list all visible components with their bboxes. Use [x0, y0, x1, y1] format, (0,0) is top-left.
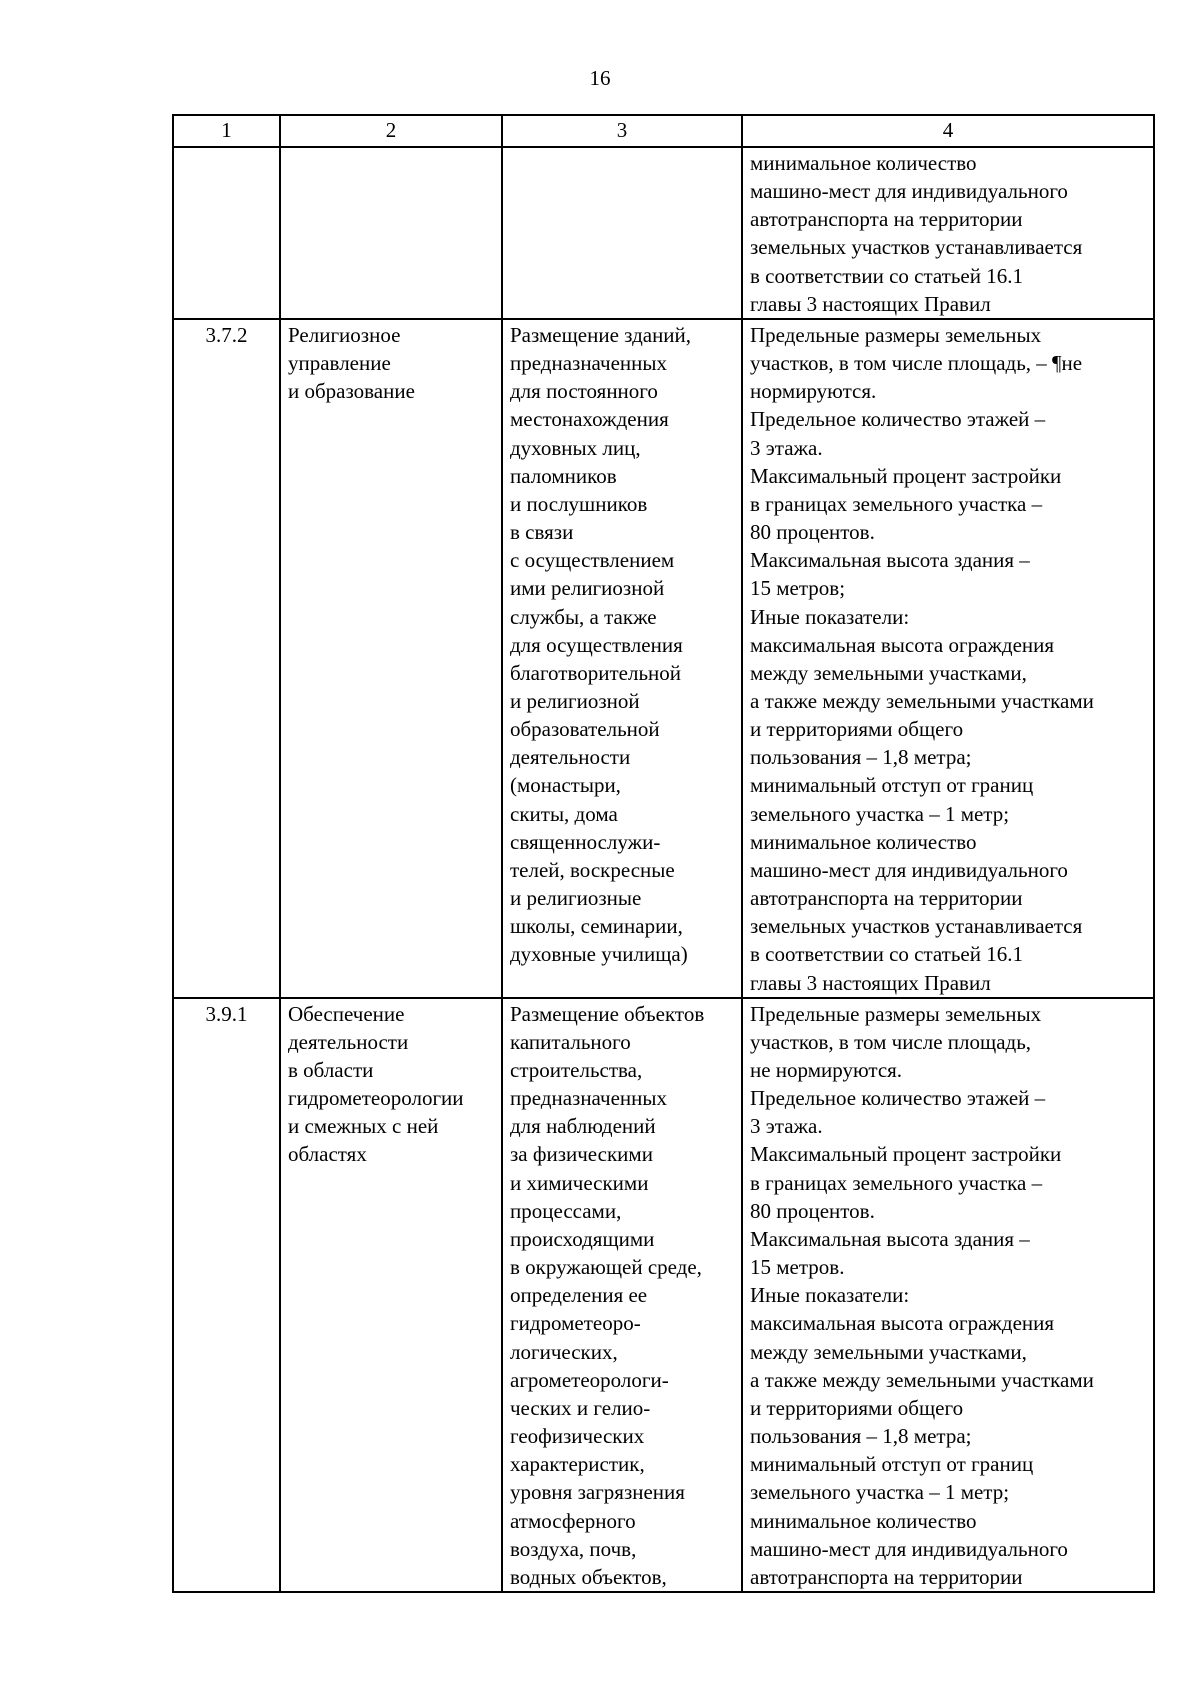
cell-text-line: Обеспечение: [288, 1001, 405, 1026]
cell-parameters: [742, 147, 1154, 319]
cell-text-line: священнослужи-: [510, 829, 661, 854]
cell-use-name: [280, 319, 502, 998]
cell-text-line: максимальная высота ограждения: [750, 1311, 1055, 1336]
cell-text-line: ческих и гелио-: [510, 1395, 651, 1420]
cell-text-line: автотранспорта на территории: [750, 886, 1023, 911]
cell-text-line: 15 метров.: [750, 1255, 845, 1280]
cell-text-line: Максимальный процент застройки: [750, 1142, 1062, 1167]
cell-text-line: земельного участка – 1 метр;: [750, 801, 1010, 826]
cell-text-line: а также между земельными участками: [750, 1367, 1094, 1392]
cell-text-line: и территориями общего: [750, 717, 964, 742]
cell-text-line: главы 3 настоящих Правил: [750, 291, 991, 316]
cell-use-name: [280, 998, 502, 1592]
cell-text-line: телей, воскресные: [510, 857, 675, 882]
cell-text-line: деятельности: [288, 1029, 409, 1054]
cell-text-line: и образование: [288, 379, 415, 404]
table-body: [173, 147, 1154, 1592]
cell-text-line: за физическими: [510, 1142, 653, 1167]
cell-text-line: земельных участков устанавливается: [750, 235, 1083, 260]
cell-text-line: областях: [288, 1142, 367, 1167]
cell-text-line: нормируются.: [750, 379, 877, 404]
cell-text-line: в соответствии со статьей 16.1: [750, 942, 1023, 967]
cell-text-line: и химическими: [510, 1170, 649, 1195]
cell-text-line: машино-мест для индивидуального: [750, 179, 1068, 204]
column-number-3: 3: [502, 115, 742, 147]
cell-text-line: а также между земельными участками: [750, 688, 1094, 713]
cell-text-line: минимальное количество: [750, 151, 977, 175]
cell-text-line: Религиозное: [288, 322, 401, 347]
cell-text-line: (монастыри,: [510, 773, 621, 798]
cell-text-line: гидрометеорологии: [288, 1086, 464, 1111]
cell-text-line: в соответствии со статьей 16.1: [750, 263, 1023, 288]
cell-text-line: машино-мест для индивидуального: [750, 857, 1068, 882]
cell-text-line: в окружающей среде,: [510, 1255, 702, 1280]
cell-text-line: между земельными участками,: [750, 660, 1027, 685]
land-use-table: [172, 114, 1155, 1593]
cell-text-line: атмосферного: [510, 1508, 636, 1533]
cell-text-line: Размещение зданий,: [510, 322, 692, 347]
cell-text-line: определения ее: [510, 1283, 648, 1308]
cell-text-line: 3 этажа.: [750, 435, 823, 460]
cell-text-line: между земельными участками,: [750, 1339, 1027, 1364]
cell-text-line: для наблюдений: [510, 1114, 656, 1139]
cell-text-line: пользования – 1,8 метра;: [750, 1424, 972, 1449]
cell-text-line: Предельные размеры земельных: [750, 322, 1042, 347]
cell-text-line: и религиозные: [510, 886, 642, 911]
cell-text-line: Предельные размеры земельных: [750, 1001, 1042, 1026]
cell-text-line: минимальный отступ от границ: [750, 1452, 1034, 1477]
cell-text-line: паломников: [510, 463, 617, 488]
cell-text-line: земельного участка – 1 метр;: [750, 1480, 1010, 1505]
cell-text-line: Предельное количество этажей –: [750, 407, 1046, 432]
cell-text-line: благотворительной: [510, 660, 681, 685]
cell-text-line: Иные показатели:: [750, 604, 910, 629]
cell-text-line: участков, в том числе площадь, – ¶не: [750, 351, 1083, 376]
cell-text-line: и послушников: [510, 491, 648, 516]
cell-text-line: управление: [288, 351, 391, 376]
cell-parameters: [742, 319, 1154, 998]
cell-text-line: главы 3 настоящих Правил: [750, 970, 991, 995]
cell-text-line: капитального: [510, 1029, 631, 1054]
cell-text-line: предназначенных: [510, 351, 668, 376]
cell-code: 3.7.2: [173, 319, 280, 998]
cell-parameters: [742, 998, 1154, 1592]
column-number-row: [173, 115, 1154, 147]
cell-text-line: скиты, дома: [510, 801, 618, 826]
cell-text-line: строительства,: [510, 1058, 643, 1082]
cell-text-line: Максимальная высота здания –: [750, 1226, 1030, 1251]
cell-use-name: [280, 147, 502, 319]
cell-text-line: происходящими: [510, 1226, 655, 1251]
column-number-4: 4: [742, 115, 1154, 147]
cell-text-line: процессами,: [510, 1198, 622, 1223]
cell-code: [173, 147, 280, 319]
cell-text-line: воздуха, почв,: [510, 1536, 637, 1561]
cell-text-line: геофизических: [510, 1424, 645, 1449]
cell-text-line: Максимальный процент застройки: [750, 463, 1062, 488]
cell-text-line: в связи: [510, 520, 574, 545]
cell-text-line: Предельное количество этажей –: [750, 1086, 1046, 1111]
cell-text-line: пользования – 1,8 метра;: [750, 745, 972, 770]
cell-text-line: Размещение объектов: [510, 1001, 705, 1026]
table-row: [173, 147, 1154, 319]
cell-text-line: машино-мест для индивидуального: [750, 1536, 1068, 1561]
cell-text-line: и смежных с ней: [288, 1114, 439, 1139]
cell-text-line: духовных лиц,: [510, 435, 641, 460]
cell-use-description: [502, 998, 742, 1592]
cell-text-line: земельных участков устанавливается: [750, 914, 1083, 939]
cell-text-line: Максимальная высота здания –: [750, 548, 1030, 573]
cell-text-line: предназначенных: [510, 1086, 668, 1111]
cell-text-line: минимальное количество: [750, 829, 977, 854]
cell-text-line: в границах земельного участка –: [750, 1170, 1043, 1195]
cell-text-line: не нормируются.: [750, 1058, 903, 1082]
cell-text-line: участков, в том числе площадь,: [750, 1029, 1032, 1054]
table-row: [173, 319, 1154, 998]
cell-text-line: Иные показатели:: [750, 1283, 910, 1308]
cell-text-line: характеристик,: [510, 1452, 645, 1477]
cell-text-line: автотранспорта на территории: [750, 1564, 1023, 1589]
cell-text-line: и религиозной: [510, 688, 640, 713]
cell-text-line: максимальная высота ограждения: [750, 632, 1055, 657]
table-row: [173, 998, 1154, 1592]
cell-text-line: 80 процентов.: [750, 520, 875, 545]
cell-text-line: гидрометеоро-: [510, 1311, 641, 1336]
cell-text-line: логических,: [510, 1339, 618, 1364]
page-number: 16: [589, 66, 611, 90]
cell-text-line: с осуществлением: [510, 548, 675, 573]
cell-text-line: 3 этажа.: [750, 1114, 823, 1139]
cell-text-line: для осуществления: [510, 632, 683, 657]
cell-text-line: образовательной: [510, 717, 660, 742]
cell-text-line: минимальное количество: [750, 1508, 977, 1533]
cell-text-line: школы, семинарии,: [510, 914, 683, 939]
cell-text-line: 80 процентов.: [750, 1198, 875, 1223]
cell-text-line: духовные училища): [510, 942, 688, 967]
cell-text-line: и территориями общего: [750, 1395, 964, 1420]
cell-text-line: уровня загрязнения: [510, 1480, 685, 1505]
cell-text-line: службы, а также: [510, 604, 657, 629]
cell-text-line: водных объектов,: [510, 1564, 667, 1589]
cell-text-line: в границах земельного участка –: [750, 491, 1043, 516]
cell-text-line: автотранспорта на территории: [750, 207, 1023, 232]
cell-use-description: [502, 147, 742, 319]
cell-text-line: деятельности: [510, 745, 631, 770]
cell-text-line: ими религиозной: [510, 576, 665, 601]
cell-text-line: минимальный отступ от границ: [750, 773, 1034, 798]
column-number-1: 1: [173, 115, 280, 147]
cell-use-description: [502, 319, 742, 998]
cell-text-line: в области: [288, 1058, 374, 1082]
cell-text-line: местонахождения: [510, 407, 669, 432]
cell-text-line: для постоянного: [510, 379, 658, 404]
column-number-2: 2: [280, 115, 502, 147]
cell-text-line: 15 метров;: [750, 576, 846, 601]
cell-text-line: агрометеорологи-: [510, 1367, 669, 1392]
cell-code: 3.9.1: [173, 998, 280, 1592]
